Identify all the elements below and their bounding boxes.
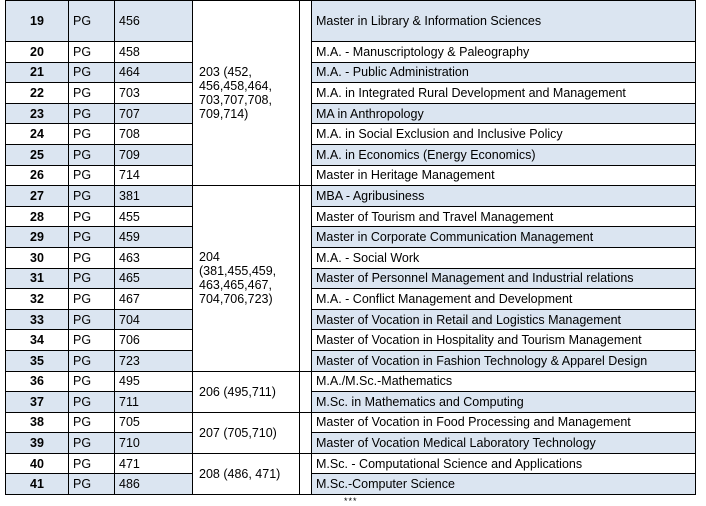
programme-name-cell: Master in Library & Information Sciences [312,1,696,42]
programme-name-cell: Master of Vocation in Fashion Technology & Apparel Design [312,350,696,371]
serial-number-cell: 21 [6,62,69,83]
table-row [6,289,696,310]
programme-code-cell: 464 [115,62,193,83]
table-row [6,144,696,165]
programme-code-cell: 455 [115,206,193,227]
programme-name-cell: M.Sc.-Computer Science [312,474,696,495]
programme-name-cell: M.A. in Social Exclusion and Inclusive Policy [312,124,696,145]
serial-number-cell: 22 [6,83,69,104]
programme-code-cell: 463 [115,247,193,268]
table-row [6,247,696,268]
table-row [6,309,696,330]
serial-number-cell: 26 [6,165,69,186]
serial-number-cell: 20 [6,42,69,63]
programme-name-cell: Master of Personnel Management and Industrial relations [312,268,696,289]
serial-number-cell: 28 [6,206,69,227]
serial-number-cell: 32 [6,289,69,310]
programme-code-cell: 710 [115,433,193,454]
programme-code-cell: 714 [115,165,193,186]
programme-code-cell: 456 [115,1,193,42]
table-row [6,124,696,145]
level-cell: PG [69,42,115,63]
table-row [6,350,696,371]
serial-number-cell: 33 [6,309,69,330]
spacer-cell [300,1,312,186]
programme-name-cell: M.A./M.Sc.-Mathematics [312,371,696,392]
table-row [6,474,696,495]
programme-name-cell: Master of Vocation Medical Laboratory Technology [312,433,696,454]
table-row [6,371,696,392]
programme-code-cell: 465 [115,268,193,289]
serial-number-cell: 36 [6,371,69,392]
programme-name-cell: M.A. in Economics (Energy Economics) [312,144,696,165]
programme-name-cell: M.A. in Integrated Rural Development and Management [312,83,696,104]
programme-name-cell: Master in Heritage Management [312,165,696,186]
level-cell: PG [69,186,115,207]
serial-number-cell: 19 [6,1,69,42]
serial-number-cell: 24 [6,124,69,145]
table-row [6,42,696,63]
exam-group-cell: 208 (486, 471) [193,453,300,494]
serial-number-cell: 25 [6,144,69,165]
footer-mark: *** [344,496,358,506]
level-cell: PG [69,247,115,268]
exam-group-cell: 204 (381,455,459, 463,465,467, 704,706,723) [193,186,300,371]
level-cell: PG [69,227,115,248]
table-row [6,330,696,351]
programme-name-cell: MBA - Agribusiness [312,186,696,207]
level-cell: PG [69,330,115,351]
programme-name-cell: M.A. - Public Administration [312,62,696,83]
programme-code-cell: 709 [115,144,193,165]
programme-name-cell: M.A. - Manuscriptology & Paleography [312,42,696,63]
table-row [6,1,696,42]
table-row [6,453,696,474]
programme-code-cell: 467 [115,289,193,310]
table-row [6,392,696,413]
table-row [6,268,696,289]
programme-code-cell: 707 [115,103,193,124]
table-row [6,165,696,186]
serial-number-cell: 27 [6,186,69,207]
spacer-cell [300,371,312,412]
programme-code-cell: 711 [115,392,193,413]
spacer-cell [300,186,312,371]
serial-number-cell: 31 [6,268,69,289]
serial-number-cell: 37 [6,392,69,413]
table-row [6,412,696,433]
serial-number-cell: 41 [6,474,69,495]
level-cell: PG [69,474,115,495]
spacer-cell [300,412,312,453]
programme-code-cell: 486 [115,474,193,495]
programme-name-cell: Master of Vocation in Food Processing and Management [312,412,696,433]
level-cell: PG [69,371,115,392]
level-cell: PG [69,62,115,83]
programme-code-cell: 459 [115,227,193,248]
programme-name-cell: Master of Vocation in Hospitality and Tourism Management [312,330,696,351]
serial-number-cell: 40 [6,453,69,474]
programme-name-cell: M.A. - Social Work [312,247,696,268]
level-cell: PG [69,309,115,330]
programme-code-cell: 381 [115,186,193,207]
level-cell: PG [69,1,115,42]
serial-number-cell: 34 [6,330,69,351]
level-cell: PG [69,124,115,145]
programme-name-cell: Master in Corporate Communication Management [312,227,696,248]
level-cell: PG [69,206,115,227]
programme-table-body [6,1,696,495]
table-row [6,103,696,124]
programme-code-cell: 706 [115,330,193,351]
programme-code-cell: 708 [115,124,193,145]
programme-code-cell: 704 [115,309,193,330]
table-row [6,227,696,248]
serial-number-cell: 38 [6,412,69,433]
level-cell: PG [69,144,115,165]
programme-code-cell: 705 [115,412,193,433]
level-cell: PG [69,165,115,186]
serial-number-cell: 29 [6,227,69,248]
table-row [6,433,696,454]
programme-code-cell: 723 [115,350,193,371]
serial-number-cell: 30 [6,247,69,268]
programme-name-cell: Master of Tourism and Travel Management [312,206,696,227]
programme-name-cell: Master of Vocation in Retail and Logistics Management [312,309,696,330]
level-cell: PG [69,412,115,433]
serial-number-cell: 39 [6,433,69,454]
table-row [6,83,696,104]
spacer-cell [300,453,312,494]
table-row [6,186,696,207]
level-cell: PG [69,350,115,371]
programme-code-cell: 495 [115,371,193,392]
table-row [6,62,696,83]
level-cell: PG [69,268,115,289]
programme-code-cell: 703 [115,83,193,104]
programme-name-cell: M.A. - Conflict Management and Development [312,289,696,310]
table-row [6,206,696,227]
level-cell: PG [69,433,115,454]
level-cell: PG [69,83,115,104]
exam-group-cell: 203 (452, 456,458,464, 703,707,708, 709,714) [193,1,300,186]
level-cell: PG [69,392,115,413]
level-cell: PG [69,453,115,474]
level-cell: PG [69,103,115,124]
programme-name-cell: M.Sc. in Mathematics and Computing [312,392,696,413]
programme-name-cell: MA in Anthropology [312,103,696,124]
programme-table [5,0,696,495]
programme-name-cell: M.Sc. - Computational Science and Applications [312,453,696,474]
programme-code-cell: 471 [115,453,193,474]
serial-number-cell: 35 [6,350,69,371]
exam-group-cell: 207 (705,710) [193,412,300,453]
serial-number-cell: 23 [6,103,69,124]
level-cell: PG [69,289,115,310]
exam-group-cell: 206 (495,711) [193,371,300,412]
programme-code-cell: 458 [115,42,193,63]
